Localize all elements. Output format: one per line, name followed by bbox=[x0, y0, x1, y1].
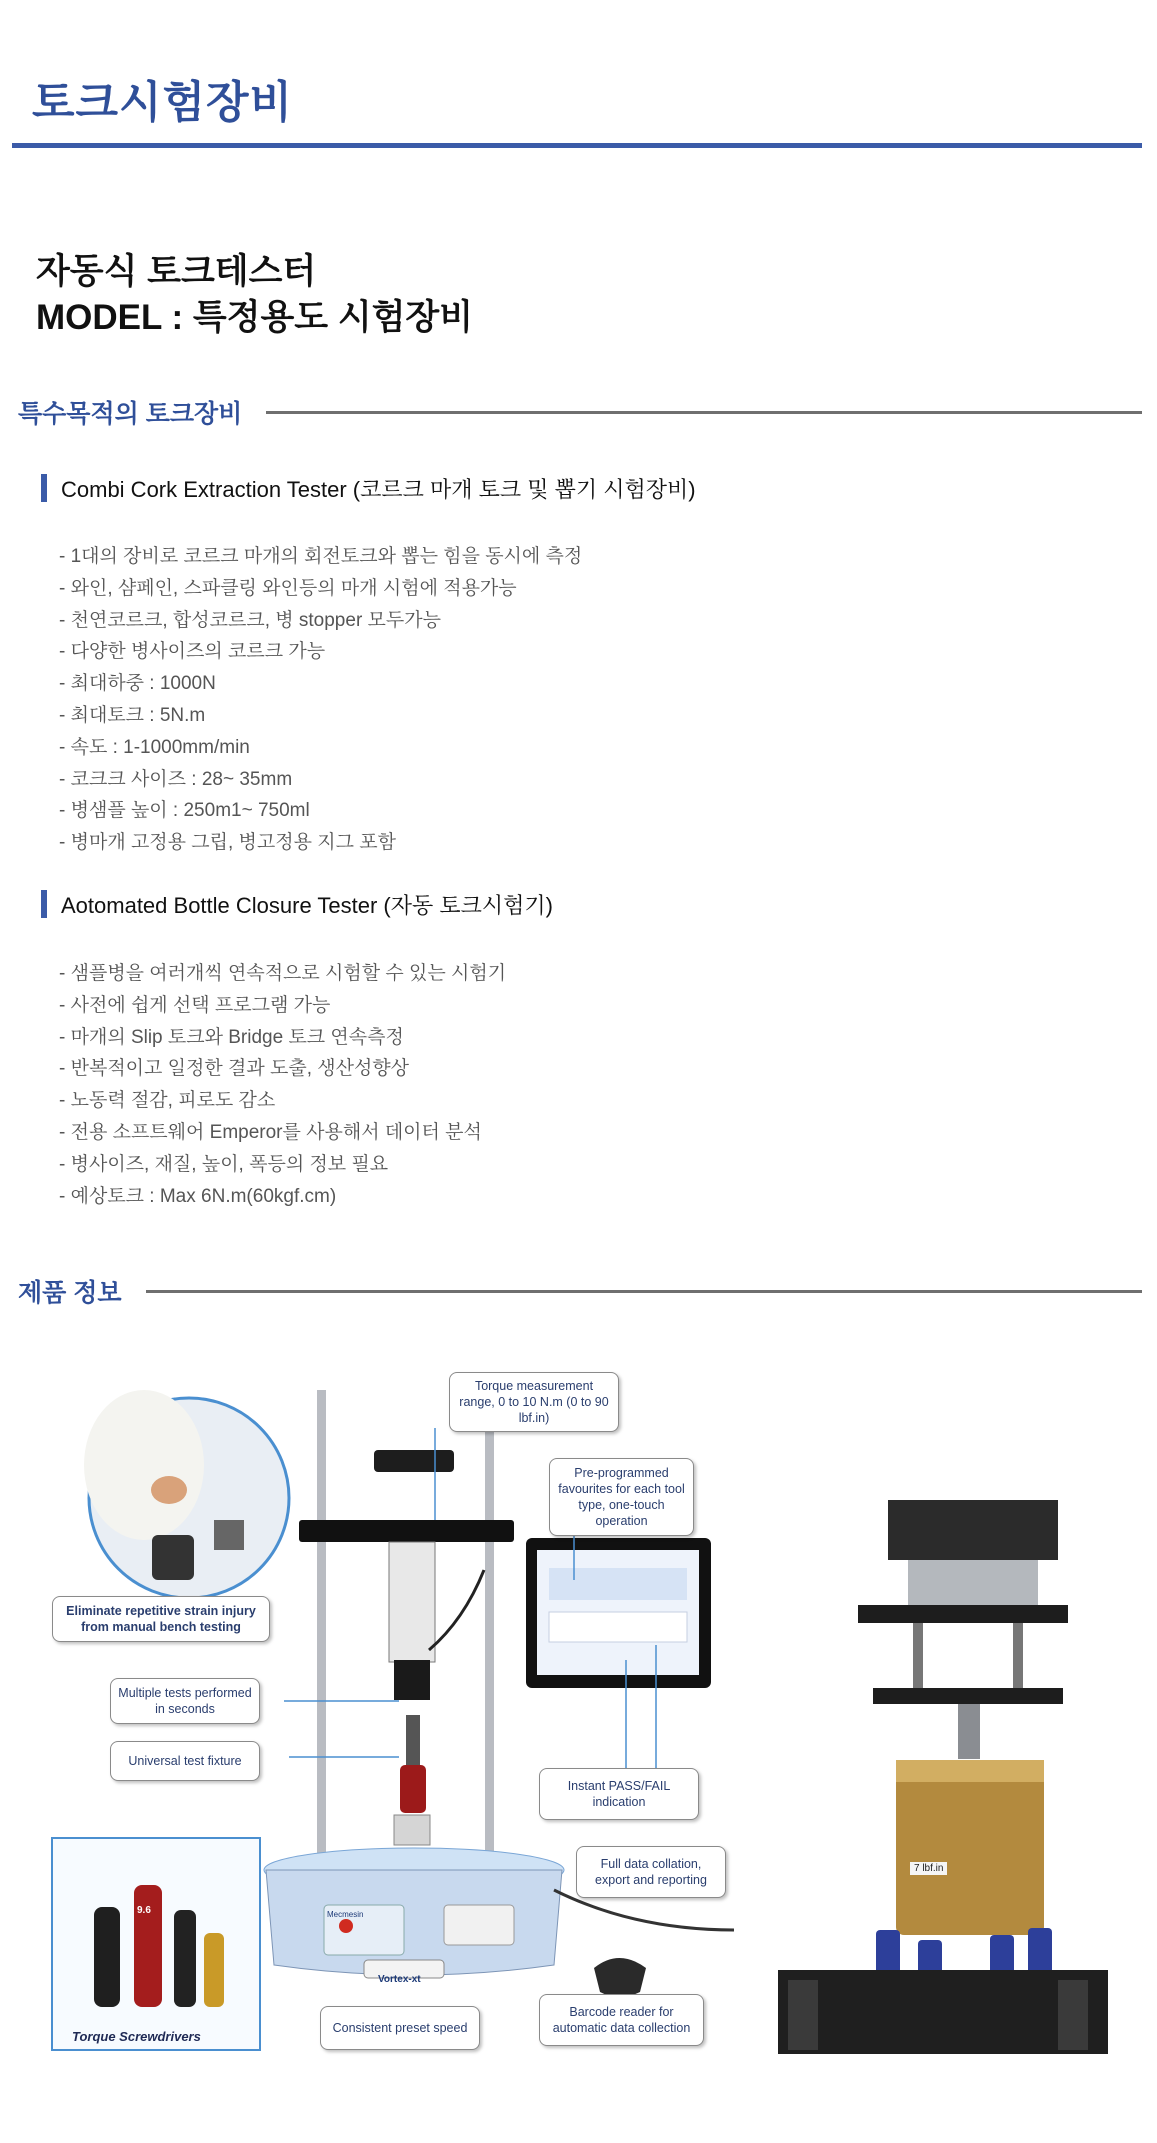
section-special-label: 특수목적의 토크장비 bbox=[18, 400, 243, 428]
product-figure-machine bbox=[34, 1370, 736, 2054]
page-title: 토크시험장비 bbox=[32, 78, 294, 127]
section-divider bbox=[266, 411, 1142, 414]
product-name bbox=[36, 249, 473, 341]
section-special-purpose bbox=[18, 397, 1142, 427]
list-item: - 와인, 샴페인, 스파클링 와인등의 마개 시험에 적용가능 bbox=[59, 577, 517, 599]
callout-multiple-tests: Multiple tests performed in seconds bbox=[110, 1678, 260, 1724]
brand-label: Vortex-xt bbox=[378, 1974, 421, 1985]
product-name-line1: 자동식 토크테스터 bbox=[36, 252, 317, 291]
list-item: - 병샘플 높이 : 250m1~ 750ml bbox=[59, 800, 310, 822]
list-item: - 병사이즈, 재질, 높이, 폭등의 정보 필요 bbox=[59, 1153, 389, 1175]
subsection-bottle-label: Aotomated Bottle Closure Tester (자동 토크시험기) bbox=[61, 892, 553, 918]
bottle-spec-list bbox=[59, 958, 506, 1212]
section-info-label: 제품 정보 bbox=[18, 1279, 122, 1307]
list-item: - 천연코르크, 합성코르크, 병 stopper 모두가능 bbox=[59, 609, 441, 631]
list-item: - 전용 소프트웨어 Emperor를 사용해서 데이터 분석 bbox=[59, 1121, 482, 1143]
callout-pass-fail: Instant PASS/FAIL indication bbox=[539, 1768, 699, 1820]
combi-spec-list bbox=[59, 541, 582, 859]
subsection-combi-cork bbox=[41, 473, 696, 503]
list-item: - 예상토크 : Max 6N.m(60kgf.cm) bbox=[59, 1185, 337, 1207]
section-product-info bbox=[18, 1276, 1142, 1306]
screwdriver-label: 9.6 bbox=[137, 1905, 151, 1916]
callout-data-collation: Full data collation, export and reporting bbox=[576, 1846, 726, 1898]
brand-small-label: Mecmesin bbox=[327, 1910, 364, 1919]
callout-strain-injury: Eliminate repetitive strain injury from manual bench testing bbox=[52, 1596, 270, 1642]
fixture-label: 7 lbf.in bbox=[910, 1862, 947, 1875]
list-item: - 반복적이고 일정한 결과 도출, 생산성향상 bbox=[59, 1058, 410, 1080]
list-item: - 최대하중 : 1000N bbox=[59, 673, 216, 695]
fixture-photo bbox=[758, 1370, 1124, 2054]
subsection-marker bbox=[41, 890, 47, 918]
section-divider bbox=[146, 1290, 1142, 1293]
list-item: - 마개의 Slip 토크와 Bridge 토크 연속측정 bbox=[59, 1026, 404, 1048]
callout-preset-speed: Consistent preset speed bbox=[320, 2006, 480, 2050]
list-item: - 병마개 고정용 그립, 병고정용 지그 포함 bbox=[59, 832, 396, 854]
list-item: - 속도 : 1-1000mm/min bbox=[59, 736, 250, 758]
list-item: - 사전에 쉽게 선택 프로그램 가능 bbox=[59, 994, 331, 1016]
callout-barcode-reader: Barcode reader for automatic data collection bbox=[539, 1994, 704, 2046]
product-figure-fixture bbox=[758, 1370, 1124, 2054]
product-model-line: MODEL : 특정용도 시험장비 bbox=[36, 298, 474, 337]
callout-preprogrammed: Pre-programmed favourites for each tool type, one-touch operation bbox=[549, 1458, 694, 1536]
screwdriver-caption: Torque Screwdrivers bbox=[72, 2029, 201, 2044]
subsection-marker bbox=[41, 474, 47, 502]
callout-torque-range: Torque measurement range, 0 to 10 N.m (0 to 90 lbf.in) bbox=[449, 1372, 619, 1432]
list-item: - 코크크 사이즈 : 28~ 35mm bbox=[59, 768, 293, 790]
title-divider bbox=[12, 143, 1142, 148]
list-item: - 최대토크 : 5N.m bbox=[59, 704, 206, 726]
subsection-combi-label: Combi Cork Extraction Tester (코르크 마개 토크 및 뽑기 시험장비) bbox=[61, 476, 696, 502]
subsection-bottle-closure bbox=[41, 889, 553, 919]
list-item: - 노동력 절감, 피로도 감소 bbox=[59, 1090, 276, 1112]
list-item: - 샘플병을 여러개씩 연속적으로 시험할 수 있는 시험기 bbox=[59, 963, 507, 984]
list-item: - 1대의 장비로 코르크 마개의 회전토크와 뽑는 힘을 동시에 측정 bbox=[59, 546, 583, 567]
list-item: - 다양한 병사이즈의 코르크 가능 bbox=[59, 641, 326, 663]
callout-test-fixture: Universal test fixture bbox=[110, 1741, 260, 1781]
